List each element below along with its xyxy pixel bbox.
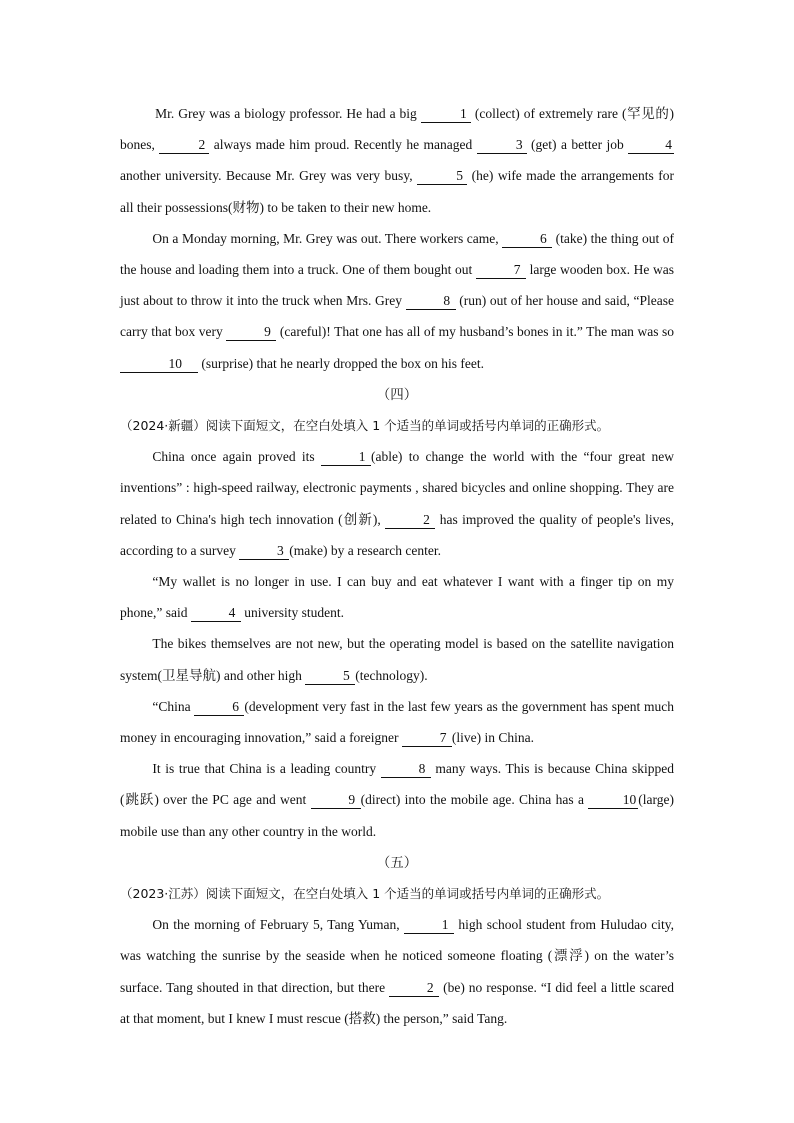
text: It is true that China is a leading country — [152, 761, 381, 777]
text: The bikes themselves are not new, but the operating model is based on the satellite navigation system(卫星导航) and other high — [120, 636, 674, 683]
blank-6[interactable]: 6 — [194, 699, 244, 716]
blank-8[interactable]: 8 — [381, 761, 431, 778]
blank-2[interactable]: 2 — [389, 980, 439, 997]
text: On a Monday morning, Mr. Grey was out. There workers came, — [152, 230, 503, 246]
text: (collect) of extremely rare (罕见的) bones, — [120, 106, 675, 153]
text: large wooden box. He was just about to throw it into the truck when Mrs. Grey — [120, 262, 674, 309]
text: (able) to change the world with the “four great new inventions” : high-speed railway, electronic payments , shared bicycles and online shopping. They are related to China's high tech innovation (创新), — [120, 449, 675, 527]
s4-paragraph-2 — [120, 566, 674, 628]
blank-2[interactable]: 2 — [159, 137, 209, 154]
blank-4[interactable]: 4 — [191, 605, 241, 622]
text: (be) no response. “I did feel a little scared at that moment, but I knew I must rescue (搭救) the person,” said Tang. — [120, 979, 674, 1026]
blank-5[interactable]: 5 — [417, 168, 467, 185]
blank-4[interactable]: 4 — [628, 137, 674, 154]
text: “China — [152, 698, 195, 714]
text: (development very fast in the last few years as the government has spent much money in encouraging innovation,” said a foreigner — [120, 698, 674, 746]
section-4-heading: （四） — [376, 386, 418, 402]
s4-paragraph-5 — [120, 753, 674, 847]
text: many ways. This is because China skipped (跳跃) over the PC age and went — [120, 761, 675, 808]
text: (get) a better job — [526, 137, 629, 153]
s4-paragraph-3 — [120, 628, 674, 690]
blank-9[interactable]: 9 — [311, 792, 361, 809]
text: (he) wife made the arrangements for all their possessions(财物) to be taken to their new home. — [120, 168, 674, 215]
blank-6[interactable]: 6 — [502, 231, 552, 248]
text: China once again proved its — [152, 449, 321, 465]
text: Mr. Grey was a biology professor. He had a big — [155, 106, 421, 121]
blank-2[interactable]: 2 — [385, 512, 435, 529]
s3-paragraph-2 — [120, 223, 674, 379]
text: (run) out of her house and said, “Please carry that box very — [120, 293, 674, 340]
text: On the morning of February 5, Tang Yuman, — [152, 917, 404, 933]
text: has improved the quality of people's lives, according to a survey — [120, 511, 674, 558]
text: university student. — [240, 605, 344, 621]
blank-8[interactable]: 8 — [406, 293, 456, 310]
text: (surprise) that he nearly dropped the box on his feet. — [198, 355, 485, 371]
blank-3[interactable]: 3 — [239, 543, 289, 560]
s5-paragraph-1 — [120, 909, 674, 1034]
blank-1[interactable]: 1 — [421, 106, 471, 123]
blank-3[interactable]: 3 — [477, 137, 527, 154]
text: (take) the thing out of the house and loading them into a truck. One of them bought out — [120, 230, 675, 278]
text: (make) by a research center. — [289, 542, 442, 558]
document-page — [120, 98, 674, 1034]
blank-1[interactable]: 1 — [321, 449, 371, 466]
blank-10[interactable]: 10 — [588, 792, 638, 809]
blank-7[interactable]: 7 — [476, 262, 526, 279]
section-5-instruction: （2023·江苏）阅读下面短文，在空白处填入 1 个适当的单词或括号内单词的正确形式。 — [120, 886, 610, 902]
text: (careful)! That one has all of my husband’s bones in it.” The man was so — [276, 324, 674, 340]
text: (technology). — [355, 667, 428, 683]
text: (live) in China. — [451, 730, 535, 746]
blank-7[interactable]: 7 — [402, 730, 452, 747]
text: high school student from Huludao city, was watching the sunrise by the seaside when he noticed someone floating (漂浮) on the water’s surface. Tang shouted in that direction, but there — [120, 917, 674, 995]
section-5-heading: （五） — [376, 854, 418, 870]
text: another university. Because Mr. Grey was very busy, — [120, 168, 418, 184]
section-4-instruction: （2024·新疆）阅读下面短文，在空白处填入 1 个适当的单词或括号内单词的正确形式。 — [120, 418, 610, 434]
blank-10[interactable]: 10 — [120, 356, 198, 373]
s3-paragraph-1 — [120, 98, 674, 223]
text: “My wallet is no longer in use. I can buy and eat whatever I want with a finger tip on my phone,” said — [120, 574, 674, 621]
text: (direct) into the mobile age. China has a — [360, 792, 589, 808]
blank-9[interactable]: 9 — [226, 324, 276, 341]
s4-paragraph-1 — [120, 441, 674, 566]
text: always made him proud. Recently he managed — [209, 137, 477, 153]
blank-1[interactable]: 1 — [404, 917, 454, 934]
s4-paragraph-4 — [120, 691, 674, 753]
blank-5[interactable]: 5 — [305, 668, 355, 685]
text: (large) mobile use than any other country in the world. — [120, 792, 674, 839]
